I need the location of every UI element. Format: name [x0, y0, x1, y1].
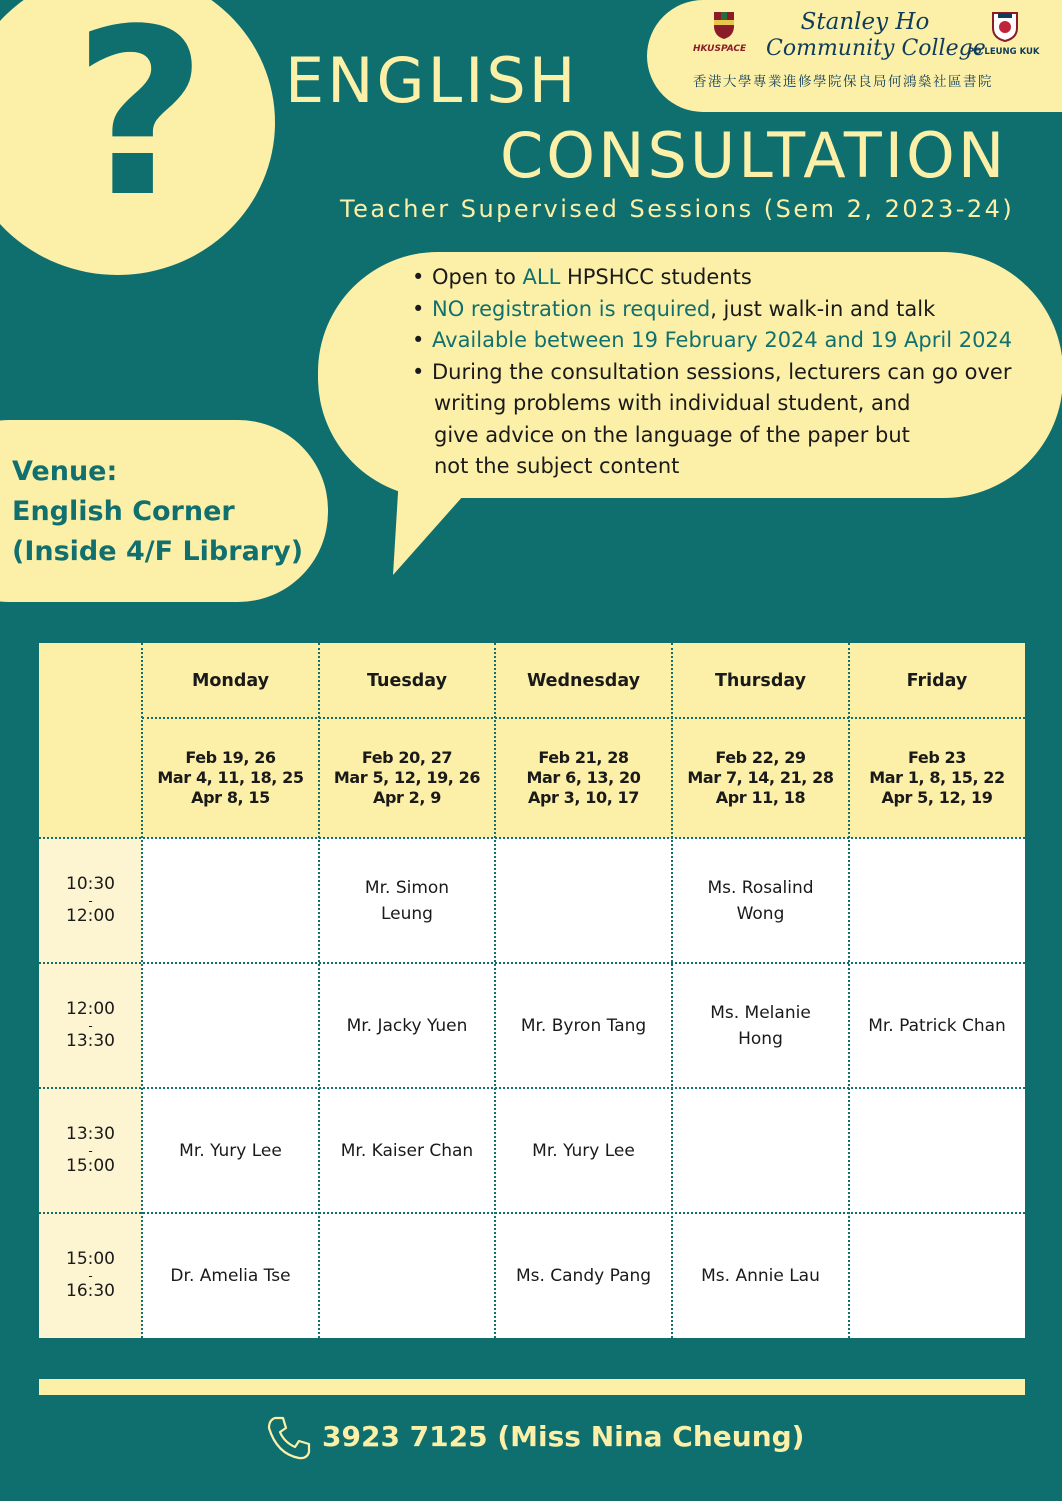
- teacher-cell: Mr. Yury Lee: [142, 1088, 319, 1213]
- date-line: Feb 21, 28: [538, 748, 629, 767]
- teacher-cell: Mr. Jacky Yuen: [319, 963, 495, 1088]
- info-item-registration: • NO registration is required, just walk-in and talk: [410, 294, 1012, 326]
- venue-label: Venue:: [12, 456, 118, 487]
- grid-divider: [39, 1212, 1025, 1214]
- date-line: Apr 2, 9: [372, 788, 441, 807]
- teacher-cell: Mr. Kaiser Chan: [319, 1088, 495, 1213]
- table-corner: [39, 643, 142, 838]
- chinese-college-name: 香港大學專業進修學院保良局何鴻燊社區書院: [693, 74, 993, 90]
- teacher-cell: Ms. Annie Lau: [672, 1213, 849, 1338]
- subtitle: Teacher Supervised Sessions (Sem 2, 2023-24): [340, 195, 1015, 223]
- teacher-cell: [495, 838, 672, 963]
- time-end: 13:30: [66, 1030, 115, 1051]
- time-end: 15:00: [66, 1155, 115, 1176]
- day-header-monday: Monday: [142, 643, 319, 718]
- grid-divider: [494, 643, 496, 1338]
- date-line: Mar 4, 11, 18, 25: [157, 768, 304, 787]
- date-line: Apr 3, 10, 17: [527, 788, 640, 807]
- teacher-cell: [849, 838, 1025, 963]
- day-header-tuesday: Tuesday: [319, 643, 495, 718]
- college-name-line2: Community College: [766, 36, 986, 61]
- teacher-cell: [672, 1088, 849, 1213]
- date-line: Feb 19, 26: [185, 748, 276, 767]
- time-start: 15:00: [66, 1249, 115, 1269]
- po-leung-kuk-crest-icon: [990, 10, 1020, 42]
- phone-icon: [265, 1414, 313, 1462]
- time-start: 13:30: [66, 1124, 115, 1144]
- date-line: Mar 5, 12, 19, 26: [333, 768, 481, 787]
- time-end: 16:30: [66, 1280, 115, 1301]
- time-slot-1330: [39, 1088, 142, 1213]
- info-description-line2: writing problems with individual student, and: [434, 391, 911, 415]
- time-end: 12:00: [66, 905, 115, 926]
- day-header-friday: Friday: [849, 643, 1025, 718]
- hku-crest-icon: [712, 10, 736, 40]
- date-line: Apr 11, 18: [715, 788, 806, 807]
- time-sep: -: [88, 1143, 93, 1158]
- grid-divider: [848, 643, 850, 1338]
- date-line: Apr 8, 15: [191, 788, 270, 807]
- dates-cell-tuesday: [319, 718, 495, 838]
- info-description-line3: give advice on the language of the paper but: [434, 422, 910, 447]
- teacher-cell: Ms. Candy Pang: [495, 1213, 672, 1338]
- title-line1: ENGLISH: [285, 44, 579, 117]
- grid-divider: [141, 643, 143, 1338]
- grid-divider: [39, 837, 1025, 839]
- venue-place: English Corner: [12, 496, 235, 527]
- grid-divider: [318, 643, 320, 1338]
- day-header-wednesday: Wednesday: [495, 643, 672, 718]
- teacher-cell: Mr. Simon Leung: [319, 838, 495, 963]
- teacher-cell: Ms. Rosalind Wong: [672, 838, 849, 963]
- date-line: Feb 22, 29: [715, 748, 806, 767]
- teacher-cell: Mr. Yury Lee: [495, 1088, 672, 1213]
- date-line: Apr 5, 12, 19: [881, 788, 993, 807]
- question-mark-icon: ?: [73, 0, 207, 248]
- info-item-open: • Open to ALL HPSHCC students: [410, 262, 1012, 294]
- date-line: Mar 1, 8, 15, 22: [869, 768, 1005, 787]
- footer-bar: [39, 1379, 1025, 1395]
- info-description-line4: not the subject content: [434, 454, 680, 478]
- teacher-cell: Mr. Byron Tang: [495, 963, 672, 1088]
- time-slot-1200: [39, 963, 142, 1088]
- time-slot-1030: [39, 838, 142, 963]
- time-slot-1500: [39, 1213, 142, 1338]
- date-line: Mar 6, 13, 20: [526, 768, 641, 787]
- title-line2: CONSULTATION: [500, 119, 1008, 192]
- grid-divider: [142, 717, 1025, 719]
- venue-location: (Inside 4/F Library): [12, 536, 304, 567]
- grid-divider: [39, 1087, 1025, 1089]
- date-line: Feb 20, 27: [361, 748, 453, 767]
- dates-cell-wednesday: [495, 718, 672, 838]
- teacher-cell: [319, 1213, 495, 1338]
- date-line: Mar 7, 14, 21, 28: [687, 768, 834, 787]
- teacher-cell: [142, 963, 319, 1088]
- time-sep: -: [88, 1018, 93, 1033]
- time-start: 12:00: [66, 999, 115, 1019]
- time-sep: -: [88, 893, 93, 908]
- day-header-thursday: Thursday: [672, 643, 849, 718]
- teacher-cell: Mr. Patrick Chan: [849, 963, 1025, 1088]
- teacher-cell: Dr. Amelia Tse: [142, 1213, 319, 1338]
- grid-divider: [39, 962, 1025, 964]
- teacher-cell: [142, 838, 319, 963]
- dates-cell-monday: [142, 718, 319, 838]
- schedule-table: [39, 643, 1025, 1338]
- teacher-cell: Ms. Melanie Hong: [672, 963, 849, 1088]
- hku-space-text: HKUSPACE: [693, 44, 747, 54]
- contact-phone: 3923 7125 (Miss Nina Cheung): [322, 1420, 805, 1453]
- info-item-description: • During the consultation sessions, lecturers can go over: [410, 357, 1012, 389]
- info-list: [410, 262, 1012, 483]
- teacher-cell: [849, 1213, 1025, 1338]
- po-leung-kuk-text: PO LEUNG KUK: [968, 47, 1040, 57]
- venue-text: [12, 452, 303, 572]
- date-line: Feb 23: [907, 748, 967, 767]
- dates-cell-friday: [849, 718, 1025, 838]
- grid-divider: [671, 643, 673, 1338]
- dates-cell-thursday: [672, 718, 849, 838]
- teacher-cell: [849, 1088, 1025, 1213]
- time-start: 10:30: [66, 874, 115, 894]
- time-sep: -: [88, 1268, 93, 1283]
- info-item-availability: • Available between 19 February 2024 and 19 April 2024: [410, 325, 1012, 357]
- college-name-line1: Stanley Ho: [800, 9, 930, 35]
